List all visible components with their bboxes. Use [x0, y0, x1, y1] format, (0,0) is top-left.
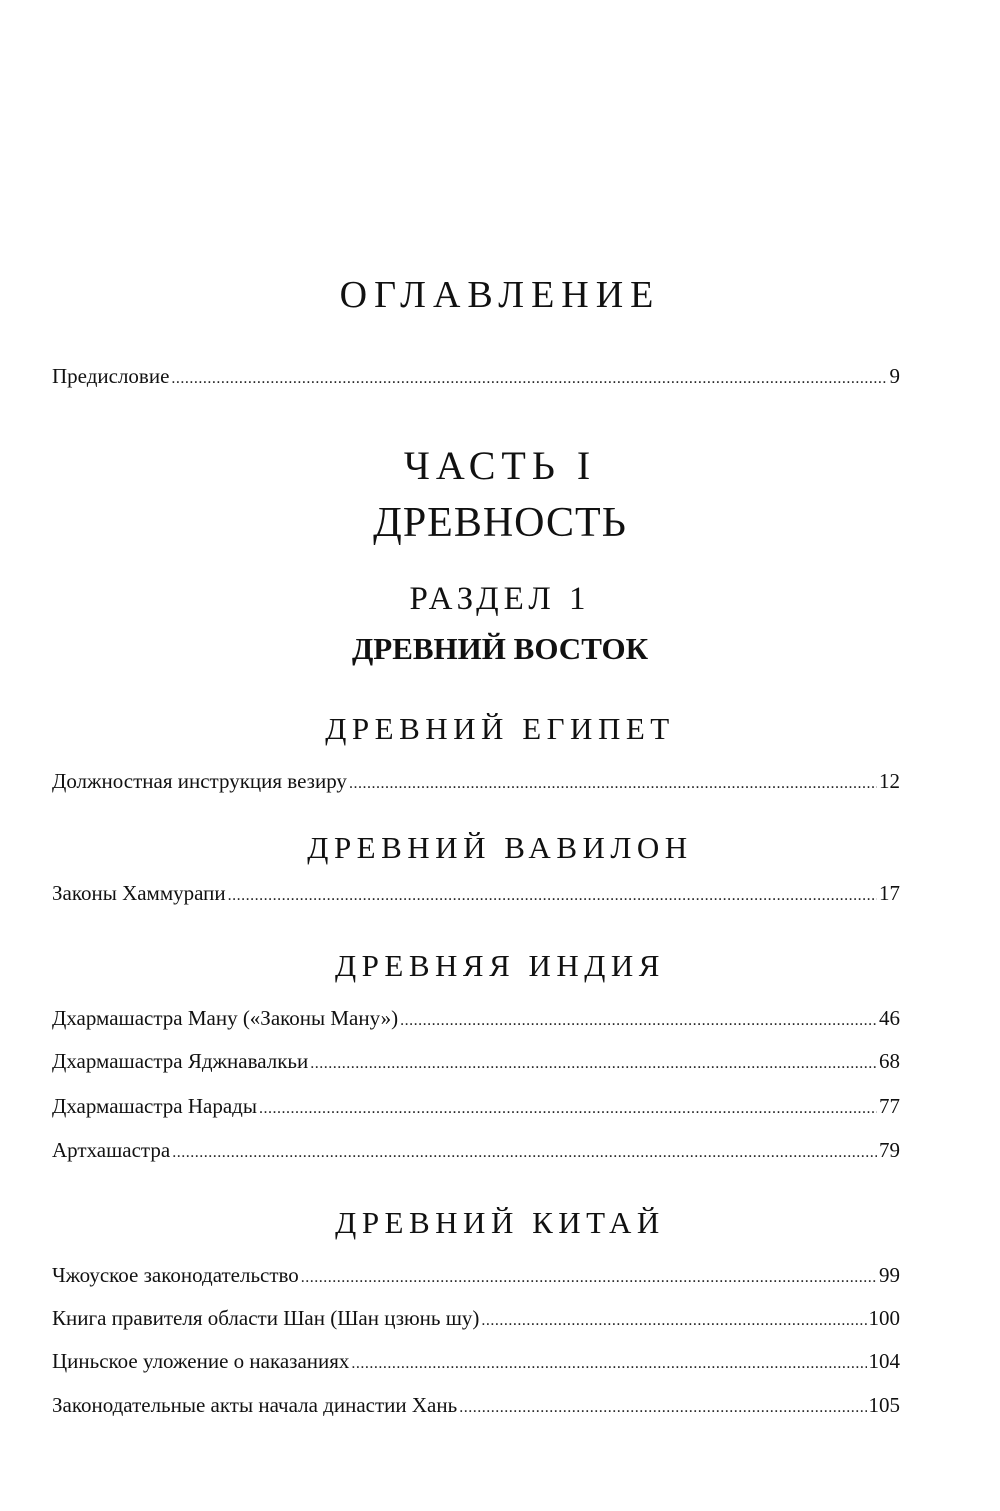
toc-entry-page: 9 [889, 364, 900, 388]
toc-entry-preface[interactable] [52, 361, 900, 391]
toc-entry-title: Законы Хаммурапи [52, 881, 226, 905]
section-name: ДРЕВНИЙ ВОСТОК [351, 631, 649, 666]
toc-entry[interactable] [52, 766, 900, 796]
dot-leader [481, 1306, 866, 1336]
toc-entry-title: Дхармашастра Ману («Законы Ману») [52, 1006, 399, 1030]
toc-entry[interactable] [52, 1135, 900, 1165]
toc-entry[interactable] [52, 1046, 900, 1076]
toc-entry-page: 104 [868, 1349, 900, 1373]
toc-entry-title: Дхармашастра Нарады [52, 1094, 257, 1118]
toc-entry[interactable] [52, 1390, 900, 1420]
toc-entry-page: 100 [868, 1306, 900, 1330]
toc-entry-title: Артхашастра [52, 1138, 171, 1162]
part-label: ЧАСТЬ I [403, 443, 597, 488]
region-heading: ДРЕВНЯЯ ИНДИЯ [335, 948, 665, 983]
toc-entry-page: 99 [879, 1263, 900, 1287]
dot-leader [259, 1094, 877, 1124]
toc-entry-page: 17 [879, 881, 900, 905]
part-name: ДРЕВНОСТЬ [373, 500, 627, 546]
dot-leader [351, 1349, 866, 1379]
dot-leader [301, 1263, 877, 1293]
toc-entry-page: 12 [879, 769, 900, 793]
toc-entry[interactable] [52, 1346, 900, 1376]
toc-entry[interactable] [52, 1303, 900, 1333]
toc-entry-title: Законодательные акты начала династии Хань [52, 1393, 458, 1417]
toc-entry-title: Книга правителя области Шан (Шан цзюнь шу) [52, 1306, 480, 1330]
dot-leader [172, 1138, 877, 1168]
toc-entry-title: Чжоуское законодательство [52, 1263, 299, 1287]
section-label: РАЗДЕЛ 1 [409, 581, 591, 617]
dot-leader [228, 881, 877, 911]
toc-entry-page: 68 [879, 1049, 900, 1073]
dot-leader [400, 1006, 877, 1036]
toc-entry[interactable] [52, 1091, 900, 1121]
dot-leader [310, 1049, 877, 1079]
toc-entry[interactable] [52, 878, 900, 908]
dot-leader [349, 769, 877, 799]
toc-entry-title: Предисловие [52, 364, 170, 388]
region-heading: ДРЕВНИЙ ЕГИПЕТ [325, 711, 675, 746]
dot-leader [171, 364, 887, 394]
toc-entry[interactable] [52, 1003, 900, 1033]
dot-leader [459, 1393, 866, 1423]
toc-entry-page: 79 [879, 1138, 900, 1162]
toc-entry[interactable] [52, 1260, 900, 1290]
region-heading: ДРЕВНИЙ ВАВИЛОН [307, 830, 693, 865]
toc-entry-title: Дхармашастра Яджнавалкьи [52, 1049, 309, 1073]
toc-entry-title: Циньское уложение о наказаниях [52, 1349, 350, 1373]
toc-title: ОГЛАВЛЕНИЕ [339, 274, 661, 316]
region-heading: ДРЕВНИЙ КИТАЙ [335, 1205, 665, 1240]
toc-entry-page: 105 [868, 1393, 900, 1417]
toc-entry-title: Должностная инструкция везиру [52, 769, 347, 793]
toc-entry-page: 77 [879, 1094, 900, 1118]
toc-entry-page: 46 [879, 1006, 900, 1030]
